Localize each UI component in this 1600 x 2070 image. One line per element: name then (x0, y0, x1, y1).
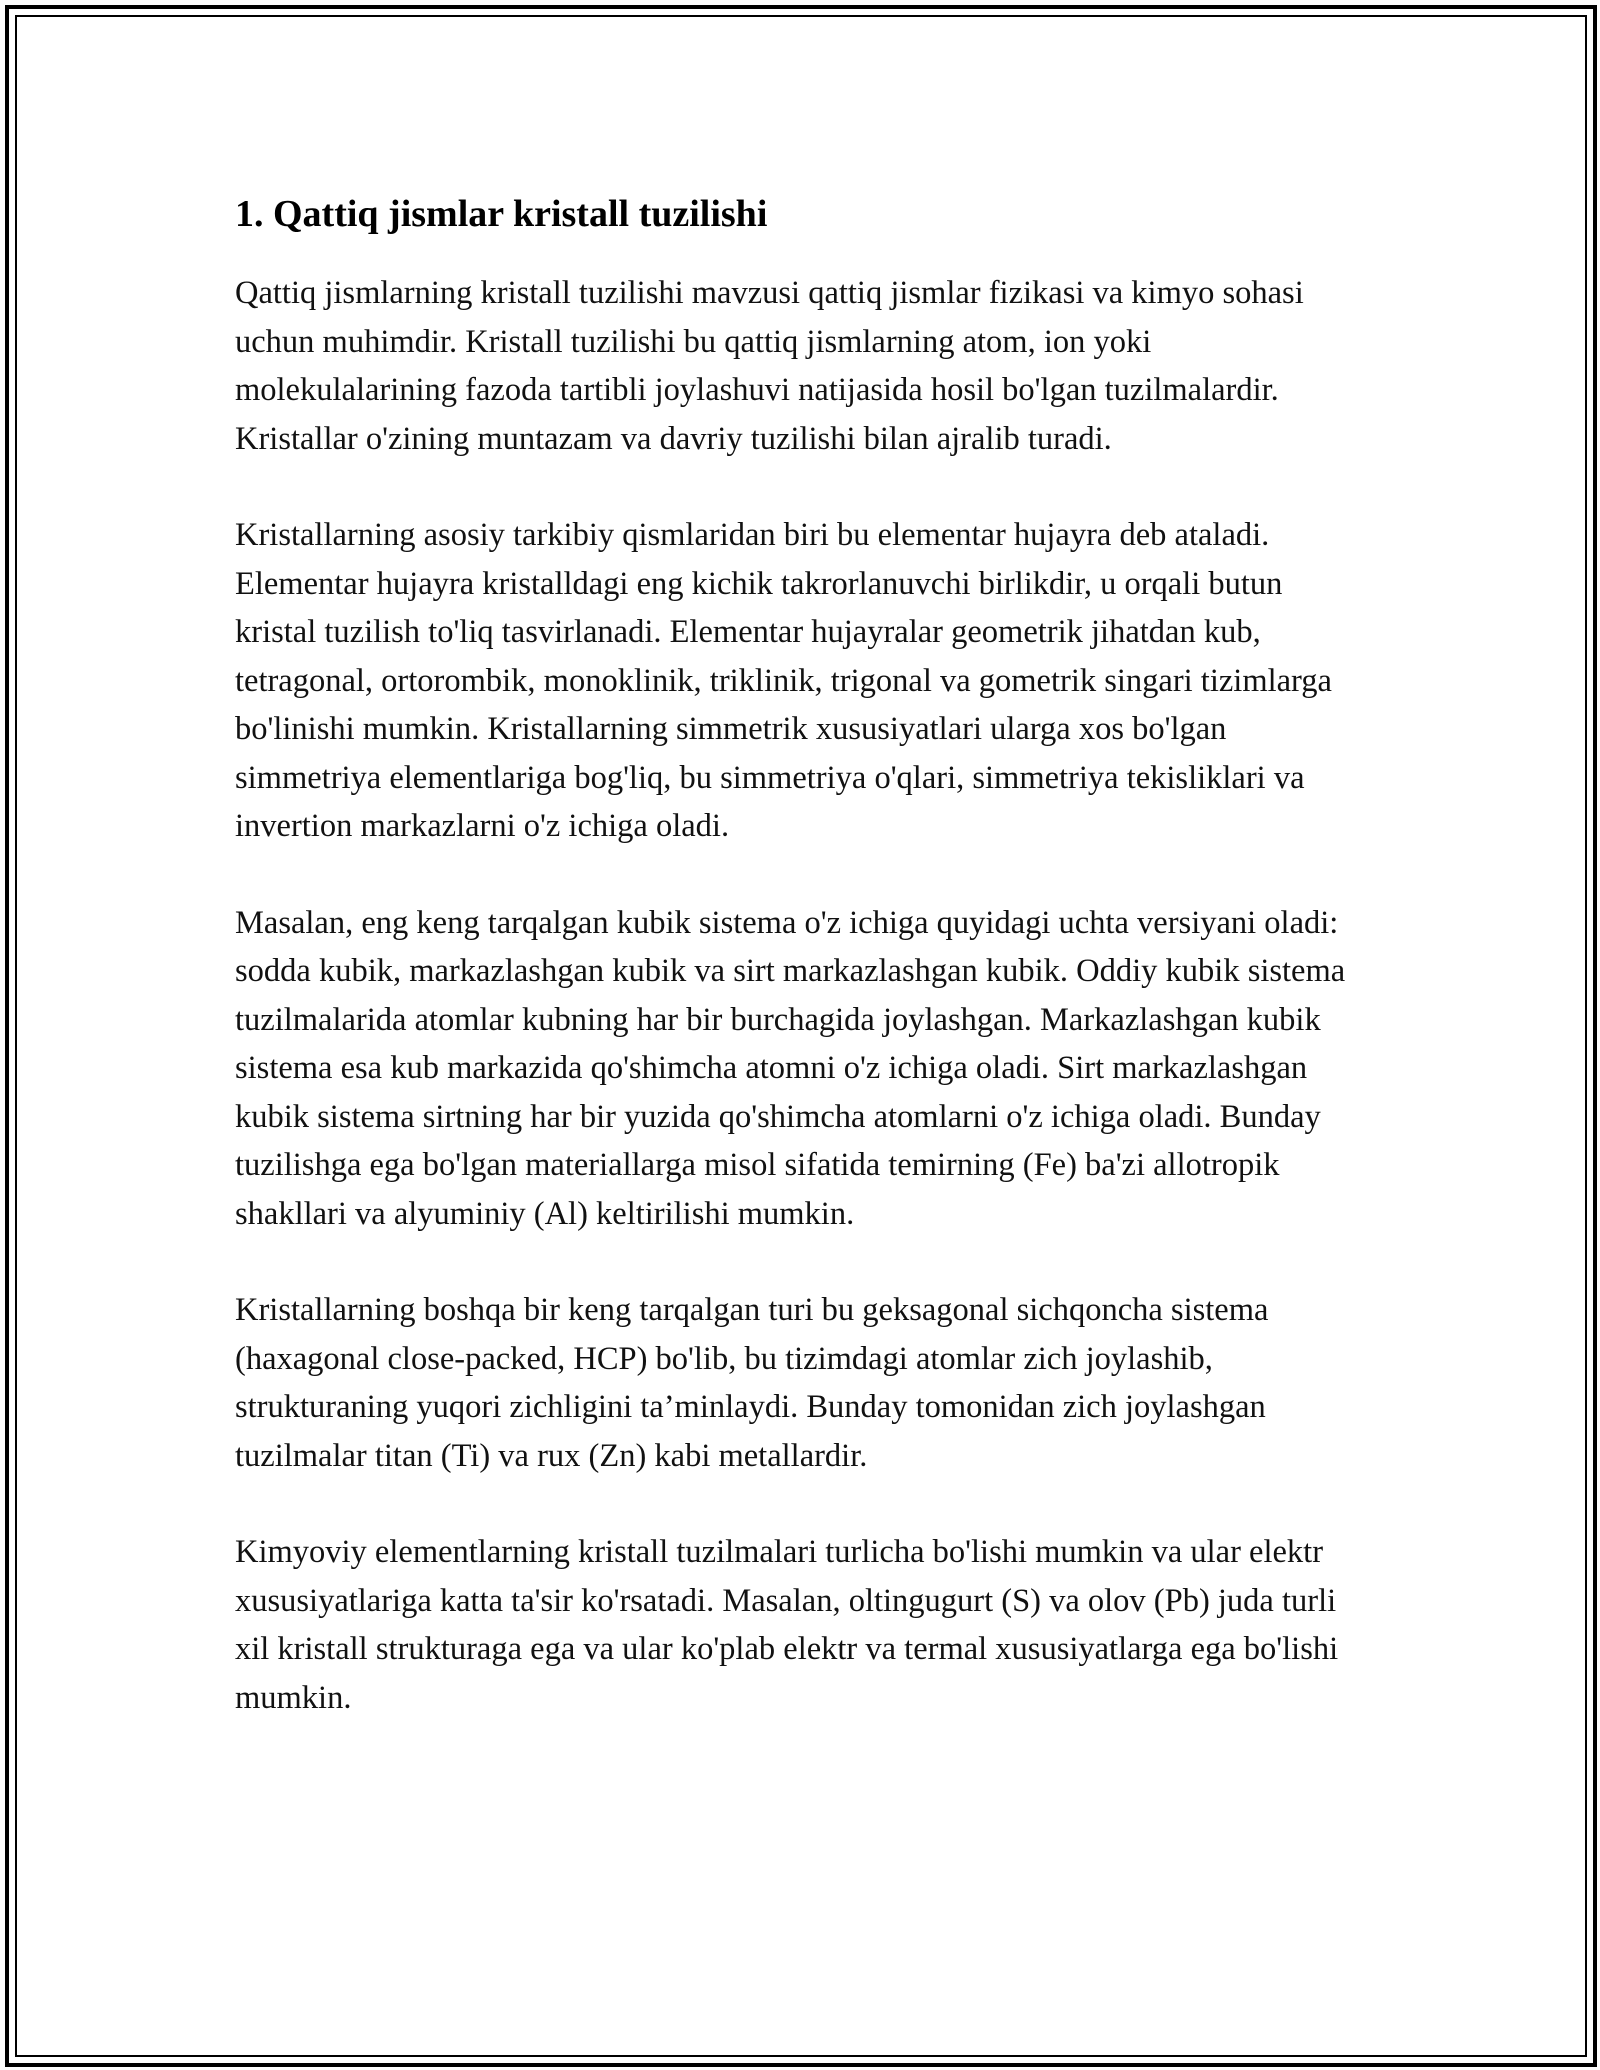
paragraph-element-structures: Kimyoviy elementlarning kristall tuzilmalari turlicha bo'lishi mumkin va ular elektr xususiyatlariga katta ta'sir ko'rsatadi. Masalan, oltingugurt (S) va olov (Pb) juda turli xil kristall strukturaga ega va ular ko'plab elektr va termal xususiyatlarga ega bo'lishi mumkin. (235, 1534, 1339, 1716)
document-body (235, 186, 1370, 1770)
paragraph-intro: Qattiq jismlarning kristall tuzilishi mavzusi qattiq jismlar fizikasi va kimyo sohasi uchun muhimdir. Kristall tuzilishi bu qattiq jismlarning atom, ion yoki molekulalarining fazoda tartibli joylashuvi natijasida hosil bo'lgan tuzilmalardir. Kristallar o'zining muntazam va davriy tuzilishi bilan ajralib turadi. (235, 275, 1304, 457)
paragraph-unit-cell: Kristallarning asosiy tarkibiy qismlaridan biri bu elementar hujayra deb ataladi. Elementar hujayra kristalldagi eng kichik takrorlanuvchi birlikdir, u orqali butun kristal tuzilish to'liq tasvirlanadi. Elementar hujayralar geometrik jihatdan kub, tetragonal, ortorombik, monoklinik, triklinik, trigonal va gometrik singari tizimlarga bo'linishi mumkin. Kristallarning simmetrik xususiyatlari ularga xos bo'lgan simmetriya elementlariga bog'liq, bu simmetriya o'qlari, simmetriya tekisliklari va invertion markazlarni o'z ichiga oladi. (235, 517, 1332, 844)
paragraph-cubic-system: Masalan, eng keng tarqalgan kubik sistema o'z ichiga quyidagi uchta versiyani oladi: sodda kubik, markazlashgan kubik va sirt markazlashgan kubik. Oddiy kubik sistema tuzilmalarida atomlar kubning har bir burchagida joylashgan. Markazlashgan kubik sistema esa kub markazida qo'shimcha atomni o'z ichiga oladi. Sirt markazlashgan kubik sistema sirtning har bir yuzida qo'shimcha atomlarni o'z ichiga oladi. Bunday tuzilishga ega bo'lgan materiallarga misol sifatida temirning (Fe) ba'zi allotropik shakllari va alyuminiy (Al) keltirilishi mumkin. (235, 904, 1346, 1232)
section-heading: 1. Qattiq jismlar kristall tuzilishi (235, 193, 768, 235)
paragraph-hcp-system: Kristallarning boshqa bir keng tarqalgan turi bu geksagonal sichqoncha sistema (haxagonal close-packed, HCP) bo'lib, bu tizimdagi atomlar zich joylashib, strukturaning yuqori zichligini ta’minlaydi. Bunday tomonidan zich joylashgan tuzilmalar titan (Ti) va rux (Zn) kabi metallardir. (235, 1292, 1269, 1474)
